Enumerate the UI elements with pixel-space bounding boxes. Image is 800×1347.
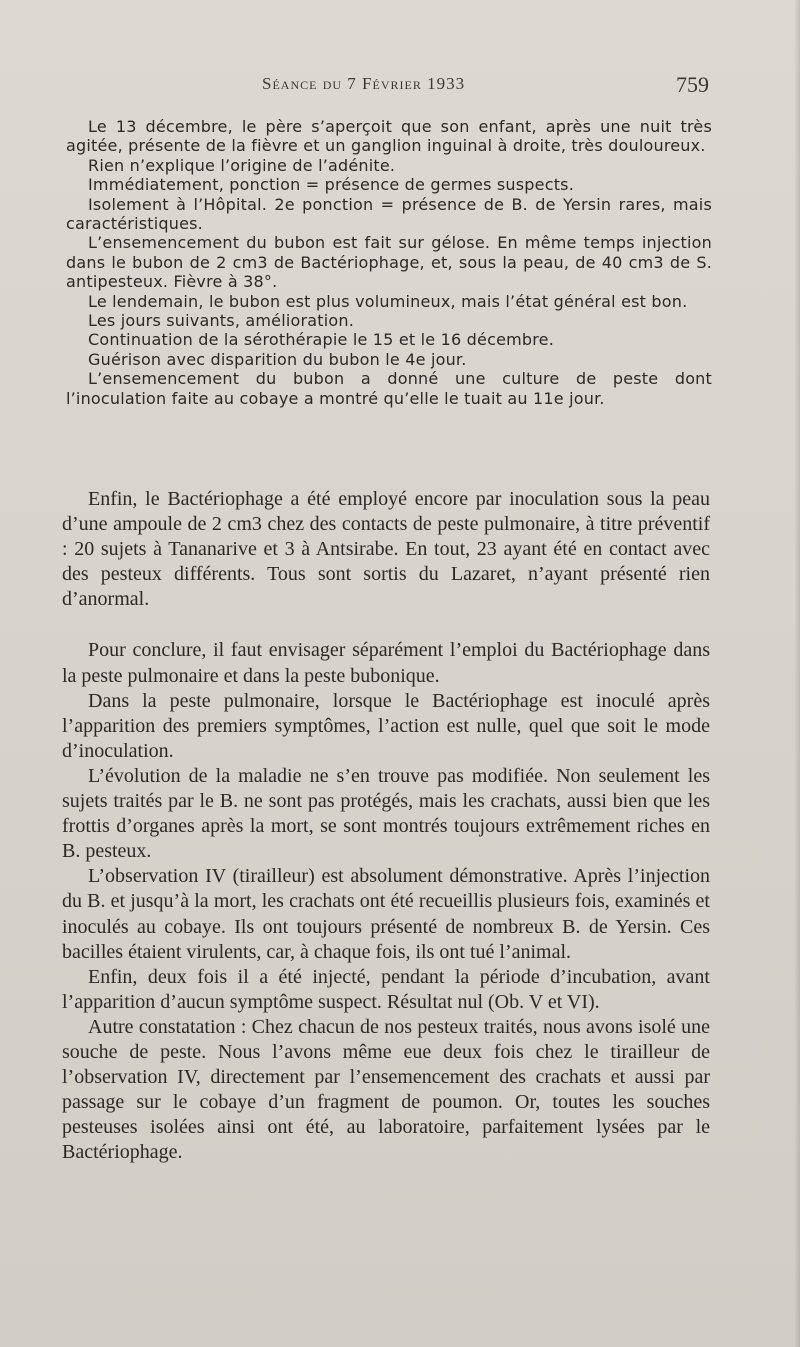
main-text (62, 487, 710, 1165)
observation-paragraph: L’ensemencement du bubon est fait sur gélose. En même temps injection dans le bubon de 2 cm3 de Bactériophage, et, sous la peau, de 40 cm3 de S. antipesteux. Fièvre à 38°. (66, 233, 712, 292)
observation-paragraph: Immédiatement, ponction = présence de germes suspects. (88, 175, 574, 195)
observation-block (66, 117, 712, 408)
conclusion-paragraph: L’évolution de la maladie ne s’en trouve pas modifiée. Non seulement les sujets traités par le B. ne sont pas protégés, mais les crachats, aussi bien que les frottis d’organes après la mort, se sont montrés toujours extrêmement riches en B. pesteux. (62, 764, 710, 863)
observation-paragraph: Le 13 décembre, le père s’aperçoit que son enfant, après une nuit très agitée, présente de la fièvre et un ganglion inguinal à droite, très douloureux. (66, 117, 712, 156)
page-number: 759 (676, 72, 709, 97)
paragraph-enfin: Enfin, le Bactériophage a été employé encore par inoculation sous la peau d’une ampoule de 2 cm3 chez des contacts de peste pulmonaire, à titre préventif : 20 sujets à Tananarive et 3 à Antsirabe. En tout, 23 ayant été en contact avec des pesteux différents. Tous sont sortis du Lazaret, n’ayant présenté rien d’anormal. (62, 488, 710, 611)
observation-paragraph: Isolement à l’Hôpital. 2e ponction = présence de B. de Yersin rares, mais caractéristiques. (66, 194, 712, 234)
page-edge-shadow (794, 0, 800, 1347)
observation-paragraph: Guérison avec disparition du bubon le 4e jour. (88, 349, 467, 369)
conclusion-paragraph: Enfin, deux fois il a été injecté, pendant la période d’incubation, avant l’apparition d’aucun symptôme suspect. Résultat nul (Ob. V et VI). (62, 965, 710, 1013)
conclusion-paragraph: Autre constatation : Chez chacun de nos pesteux traités, nous avons isolé une souche de peste. Nous l’avons même eue deux fois chez le tirailleur de l’observation IV, directement par l’ensemencement des crachats et aussi par passage sur le cobaye d’un fragment de poumon. Or, toutes les souches pesteuses isolées ainsi ont été, au laboratoire, parfaitement lysées par le Bactériophage. (62, 1015, 710, 1164)
running-title: Séance du 7 Février 1933 (262, 74, 466, 93)
conclusion-paragraph: L’observation IV (tirailleur) est absolument démonstrative. Après l’injection du B. et jusqu’à la mort, les crachats ont été recueillis plusieurs fois, examinés et inoculés au cobaye. Ils ont toujours présenté de nombreux B. de Yersin. Ces bacilles étaient virulents, car, à chaque fois, ils ont tué l’animal. (62, 865, 710, 963)
observation-paragraph: Rien n’explique l’origine de l’adénite. (88, 155, 396, 175)
conclusion-paragraph: Pour conclure, il faut envisager séparément l’emploi du Bactériophage dans la peste pulmonaire et dans la peste bubonique. (62, 639, 710, 687)
observation-paragraph: Le lendemain, le bubon est plus volumineux, mais l’état général est bon. (88, 291, 688, 311)
observation-paragraph: Les jours suivants, amélioration. (88, 311, 355, 331)
observation-paragraph: Continuation de la sérothérapie le 15 et le 16 décembre. (88, 330, 555, 350)
conclusion-paragraph: Dans la peste pulmonaire, lorsque le Bactériophage est inoculé après l’apparition des premiers symptômes, l’action est nulle, quel que soit le mode d’inoculation. (62, 689, 710, 762)
paragraph-spacer (62, 612, 710, 638)
page-header (0, 72, 800, 102)
observation-paragraph: L’ensemencement du bubon a donné une culture de peste dont l’inoculation faite au cobaye a montré qu’elle le tuait au 11e jour. (66, 369, 712, 408)
